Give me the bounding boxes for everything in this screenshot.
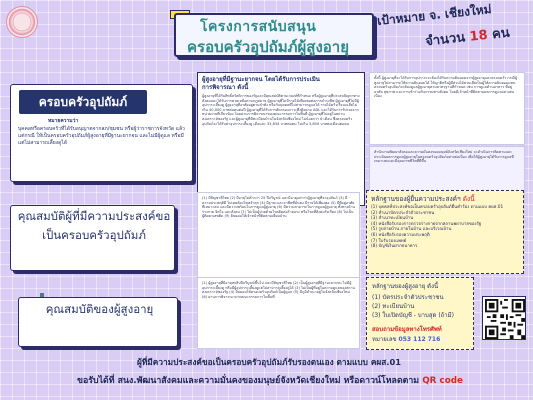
applicant-doc-item: (1) บุคคลที่ประสงค์ขอเป็นครอบครัวอุปถัมภ์ยื่นคำร้อง ตามแบบ คผส.01 [371, 205, 504, 210]
target-count-number: 18 [468, 27, 489, 45]
contact-phone [372, 334, 468, 344]
consent-note-box [369, 72, 525, 145]
applicant-doc-item: (7) ใบรับรองแพทย์ [371, 238, 407, 244]
definition-label: หมายความว่า [48, 118, 79, 124]
title-line-1: โครงการสนับสนุน [200, 19, 317, 35]
footer-line-2-prefix: ขอรับได้ที่ สนง.พัฒนาสังคมและความมั่นคงของมนุษย์จังหวัดเชียงใหม่ หรือดาวน์โหลดตาม [76, 376, 423, 386]
applicant-documents-title [371, 194, 519, 204]
applicant-documents-title-prefix: หลักฐานของผู้ยื่นความประสงค์ฯ [371, 195, 463, 203]
applicant-doc-item: (8) บัญชีเงินฝากธนาคาร [371, 244, 418, 250]
qr-code-graphic [485, 299, 525, 339]
monitoring-note-text: สำนักงานพัฒนาสังคมและความมั่นคงของมนุษย์จังหวัดเชียงใหม่ จะดำเนินการติดตามและประเมินผลการดูแลผู้สูงอายุในครอบครัวอุปถัมภ์อย่างต่อเนื่อง เพื่อให้ผู้สูงอายุได้รับการดูแลที่เหมาะสมและมีคุณภาพชีวิตที่ดีขึ้น [374, 150, 514, 164]
applicant-doc-item: (5) รูปถ่ายบ้าน ภายในบ้าน และบริเวณบ้าน [371, 227, 452, 233]
elderly-documents-title: หลักฐานของผู้สูงอายุ ดังนี้ [372, 283, 439, 290]
elderly-qualifications-title: คุณสมบัติของผู้สูงอายุ [45, 302, 154, 316]
applicant-doc-item: (2) สำเนาบัตรประจำตัวประชาชน [371, 210, 435, 216]
consent-note-text: ทั้งนี้ ผู้สูงอายุที่จะได้รับการอุปการะจะต้องได้รับความยินยอมจากผู้สูงอายุและครอบครัว กรณีผู้สูงอายุไม่สามารถให้ความยินยอมได้ ให้ญาติหรือผู้มีส่วนได้ส่วนเสียเป็นผู้ให้ความยินยอมแทน ครอบครัวอุปถัมภ์จะต้องดูแลผู้สูงอายุตามมาตรฐานที่กำหนด เช่น การดูแลด้านอาหาร ที่อยู่อาศัย สุขภาพ และการเข้าร่วมกิจกรรมทางสังคม โดยมีเจ้าหน้าที่ติดตามผลการดูแลอย่างต่อเนื่อง [374, 76, 517, 99]
applicant-documents-box [366, 190, 524, 274]
contact-phone-number[interactable]: 053 112 716 [398, 336, 441, 343]
definition-text: บุคคลหรือครอบครัวที่ได้รับอนุญาตจากสภ/ชุมชน หรือผู้ว่าราชการจังหวัด แล้วแต่กรณี ให้เป็นครอบครัวอุปถัมภ์ผู้สูงอายุที่มีฐานะยากจน และไม่มีผู้ดูแล หรือมีแต่ไม่สามารถเลี้ยงดูได้ [18, 126, 185, 146]
elderly-documents-box [366, 277, 474, 350]
eligibility-details-box [197, 192, 360, 280]
title-line-2: ครอบครัวอุปถัมภ์ผู้สูงอายุ [187, 38, 350, 56]
poverty-criteria-box [197, 72, 365, 206]
eligibility-details-text: (1) มีสัญชาติไทย (2) มีอายุไม่ต่ำกว่า 25 ปีบริบูรณ์ และมีอายุแก่กว่าผู้สูงอายุที่จะอุปถัมภ์ (3) มีความประพฤติดี ไม่เคยต้องโทษจำคุก (4) มีฐานะและอาชีพที่มั่นคง มีรายได้เพียงพอ (5) มีที่อยู่อาศัยที่เหมาะสม และมีความพร้อมในการดูแลผู้สูงอายุ (6) มีความสามารถในการดูแลผู้สูงอายุ ทั้งทางด้านร่างกาย จิตใจ และสังคม (7) ไม่เป็นผู้ป่วยด้วยโรคติดต่อร้ายแรง หรือโรคที่สังคมรังเกียจ (8) ไม่เป็นผู้ติดยาเสพติด (9) ยินยอมให้เจ้าหน้าที่ติดตามเยี่ยมบ้าน [202, 196, 355, 219]
contact-label: สอบถามข้อมูลทางโทรศัพท์ [372, 326, 442, 333]
elderly-details-text: (1) ผู้สูงอายุที่มีอายุหกสิบปีบริบูรณ์ขึ้นไป และมีสัญชาติไทย (2) เป็นผู้สูงอายุที่มีฐานะยากจน ไม่มีผู้อุปการะเลี้ยงดู หรือมีผู้อุปการะเลี้ยงดูแต่ไม่สามารถเลี้ยงดูได้ (3) ไม่เป็นผู้ที่อยู่ในความดูแลของสถานสงเคราะห์ของรัฐ (4) ยินยอมให้ครอบครัวอุปถัมภ์เป็นผู้ดูแล (5) มีภูมิลำเนาอยู่ในจังหวัดเชียงใหม่ (6) ผ่านการพิจารณาจากคณะกรรมการในพื้นที่ [202, 281, 355, 299]
poverty-criteria-text: ผู้สูงอายุที่ได้รับสิทธิ์สวัสดิการของรัฐและมีคุณสมบัติตามเกณฑ์ที่กำหนด หรือผู้สูงอายุที่ประสบปัญหาทางสังคมและได้รับการช่วยเหลือตามกฎหมาย ผู้สูงอายุที่ไม่มีรายได้เพียงพอต่อการดำรงชีพ ผู้สูงอายุที่ไม่มีผู้อุปการะเลี้ยงดู ผู้สูงอายุที่อาศัยอยู่ตามลำพัง หรือกับบุคคลที่ไม่สามารถดูแลได้ รายได้ครัวเรือนเฉลี่ยไม่เกิน 40,000 บาทต่อคนต่อปี ผู้สูงอายุที่ได้รับการคัดกรองภาวะพึ่งพิงตาม ADL และได้รับการรับรองจากหน่วยงานที่เกี่ยวข้อง โดยผ่านการพิจารณาของคณะกรรมการในพื้นที่ ผู้สูงอายุที่ไม่อยู่ในสถานสงเคราะห์ของรัฐ และผู้สูงอายุที่มีทะเบียนบ้านในจังหวัดเชียงใหม่ ไม่น้อยกว่า 6 เดือน ซึ่งครอบครัวอุปถัมภ์จะได้รับค่าอุปการะเลี้ยงดู เดือนละ 33,634 บาทต่อคน ไม่เกิน 3,800 บาทต่อเดือนต่อคน [202, 94, 360, 126]
target-heading: เป้าหมาย จ. เชียงใหม่ [376, 2, 493, 28]
organization-logo [6, 6, 38, 38]
elderly-doc-item: (3) ใบเปิดบัญชี - บาบสุด (ถ้ามี) [372, 312, 454, 319]
applicant-documents-title-emph: ดังนี้ [462, 195, 475, 203]
poverty-criteria-subtitle: การพิจารณา ดังนี้ [202, 84, 249, 91]
elderly-doc-item: (2) ทะเบียนบ้าน [372, 303, 415, 310]
footer-line-2 [20, 373, 520, 387]
foster-family-title: ครอบครัวอุปถัมภ์ [19, 90, 147, 114]
applicant-doc-item: (3) สำเนาทะเบียนบ้าน [371, 216, 414, 222]
elderly-doc-item: (1) บัตรประจำตัวประชาชน [372, 294, 444, 301]
applicant-doc-item: (6) หนังสือรับรองความประพฤติ [371, 232, 430, 238]
target-count [424, 22, 510, 52]
eligibility-title: คุณสมบัติผู้ที่มีความประสงค์ขอเป็นครอบครัวอุปถัมภ์ [17, 209, 171, 242]
target-count-prefix: จำนวน [424, 29, 471, 50]
qr-code-link[interactable]: QR code [422, 376, 464, 386]
foster-family-body [18, 117, 190, 147]
elderly-details-box [197, 277, 360, 349]
poverty-criteria-title: ผู้สูงอายุที่มีฐานะยากจน โดยได้รับการประเมิน [202, 76, 320, 83]
contact-phone-prefix: หมายเลข [372, 336, 399, 343]
qr-code-icon[interactable] [482, 296, 526, 340]
footer-line-1: ผู้ที่มีความประสงค์ขอเป็นครอบครัวอุปถัมภ์รับรองตนเอง ตามแบบ คผส.01 [136, 357, 402, 367]
applicant-doc-item: (4) หนังสือรับรองการตรวจร่างกายจากสถานพยาบาลของรัฐ [371, 221, 482, 227]
target-count-suffix: คน [486, 25, 511, 43]
